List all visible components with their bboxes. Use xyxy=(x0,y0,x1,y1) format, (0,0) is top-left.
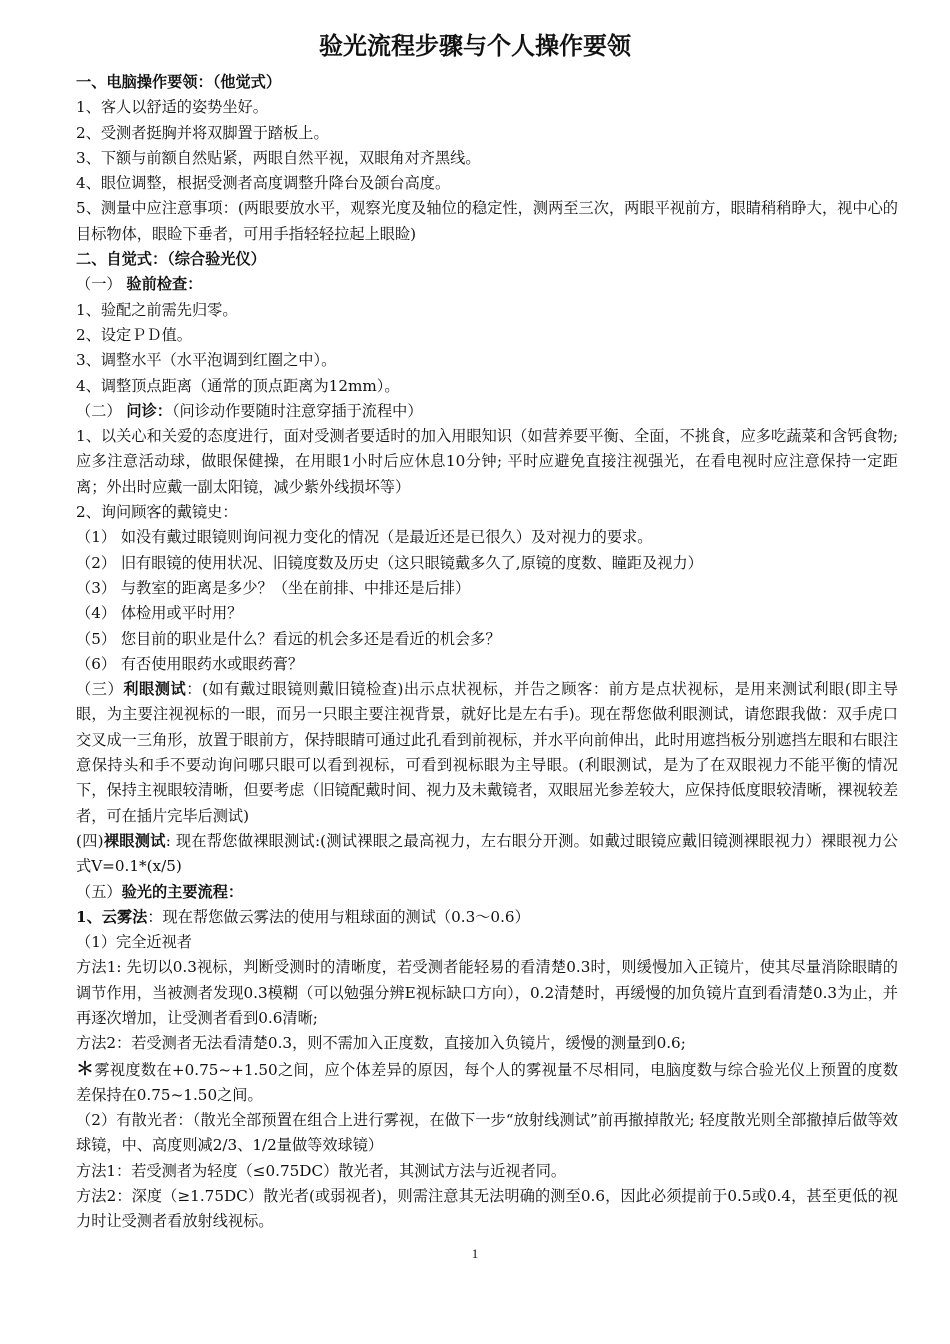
paragraph: 2、受测者挺胸并将双脚置于踏板上。 xyxy=(76,123,329,142)
paragraph: 方法2：若受测者无法看清楚0.3，则不需加入正度数，直接加入负镜片，缓慢的测量到0.6; xyxy=(76,1034,686,1053)
list-item: （1） 如没有戴过眼镜则询问视力变化的情况（是最近还是已很久）及对视力的要求。 xyxy=(76,528,653,547)
paragraph: 1、验配之前需先归零。 xyxy=(76,300,238,319)
paragraph: 方法2：深度（≥1.75DC）散光者(或弱视者)，则需注意其无法明确的测至0.6，因此必须提前于0.5或0.4，甚至更低的视力时让受测者看放射线视标。 xyxy=(76,1187,898,1231)
paragraph: （2）有散光者：（散光全部预置在组合上进行雾视，在做下一步“放射线测试”前再撤掉散光; 轻度散光则全部撤掉后做等效球镜，中、高度则减2/3、1/2量做等效球镜） xyxy=(76,1111,898,1155)
section-heading: 一、电脑操作要领：（他觉式） xyxy=(76,73,282,91)
subsection-heading: （一） 验前检查： xyxy=(76,275,203,294)
list-item: （5） 您目前的职业是什么？看远的机会多还是看近的机会多？ xyxy=(76,629,501,648)
subsection-heading: （五）验光的主要流程： xyxy=(76,882,244,901)
paragraph: 4、眼位调整，根据受测者高度调整升降台及颌台高度。 xyxy=(76,174,451,193)
list-item: （2） 旧有眼镜的使用状况、旧镜度数及历史（这只眼镜戴多久了,原镜的度数、瞳距及视力） xyxy=(76,553,703,572)
page-number: 1 xyxy=(471,1246,479,1261)
paragraph: 5、测量中应注意事项：(两眼要放水平，观察光度及轴位的稳定性，测两至三次，两眼平视前方，眼睛稍稍睁大，视中心的目标物体，眼睑下垂者，可用手指轻轻拉起上眼睑) xyxy=(76,199,898,243)
paragraph: (四)裸眼测试: 现在帮您做裸眼测试:(测试裸眼之最高视力，左右眼分开测。如戴过眼镜应戴旧镜测裸眼视力）裸眼视力公式V=0.1*(x/5) xyxy=(76,831,898,876)
paragraph: 1、客人以舒适的姿势坐好。 xyxy=(76,98,268,117)
paragraph: 2、询问顾客的戴镜史： xyxy=(76,503,238,522)
paragraph: 4、调整顶点距离（通常的顶点距离为12mm）。 xyxy=(76,376,400,395)
paragraph: 2、设定ＰＤ值。 xyxy=(76,325,192,344)
document-title: 验光流程步骤与个人操作要领 xyxy=(319,31,631,60)
document-body xyxy=(76,70,898,1235)
paragraph: 方法1：若受测者为轻度（≤0.75DC）散光者，其测试方法与近视者同。 xyxy=(76,1161,567,1180)
list-item: （3） 与教室的距离是多少？（坐在前排、中排还是后排） xyxy=(76,578,471,597)
paragraph: 3、调整水平（水平泡调到红圈之中）。 xyxy=(76,351,337,370)
section-heading: 二、自觉式：（综合验光仪） xyxy=(76,250,266,269)
subsection-heading: （二） 问诊：（问诊动作要随时注意穿插于流程中） xyxy=(76,401,423,420)
paragraph: 1、以关心和关爱的态度进行，面对受测者要适时的加入用眼知识（如营养要平衡、全面，不挑食，应多吃蔬菜和含钙食物; 应多注意活动球，做眼保健操，在用眼1小时后应休息10分钟; 平时应避免直接注视强光，在看电视时应注意保持一定距离；外出时应戴一副太阳镜，减少紫外线损坏等） xyxy=(76,427,898,496)
list-item: （4） 体检用或平时用？ xyxy=(76,604,243,623)
list-item: （6） 有否使用眼药水或眼药膏？ xyxy=(76,654,304,673)
paragraph: 3、下额与前额自然贴紧，两眼自然平视，双眼角对齐黑线。 xyxy=(76,148,481,167)
star-icon: ＊ xyxy=(76,1058,95,1080)
paragraph: （三）利眼测试：(如有戴过眼镜则戴旧镜检查)出示点状视标，并告之顾客：前方是点状视标，是用来测试利眼(即主导眼，为主要注视视标的一眼，而另一只眼主要注视背景，就好比是左右手)。现在帮您做利眼测试，请您跟我做：双手虎口交叉成一三角形，放置于眼前方，保持眼睛可通过此孔看到前视标，并水平向前伸出，此时用遮挡板分别遮挡左眼和右眼注意保持头和手不要动询问哪只眼可以看到视标，可看到视标眼为主导眼。(利眼测试，是为了在双眼视力不能平衡的情况下，保持主视眼较清晰，但要考虑（旧镜配戴时间、视力及未戴镜者，双眼屈光参差较大，应保持低度眼较清晰，裸视较差者，可在插片完毕后测试) xyxy=(76,680,899,825)
paragraph: 1、云雾法：现在帮您做云雾法的使用与粗球面的测试（0.3～0.6） xyxy=(76,907,530,926)
note-paragraph: ＊雾视度数在+0.75~+1.50之间，应个体差异的原因，每个人的雾视量不尽相同，电脑度数与综合验光仪上预置的度数差保持在0.75~1.50之间。 xyxy=(76,1058,899,1104)
paragraph: 方法1: 先切以0.3视标，判断受测时的清晰度，若受测者能轻易的看清楚0.3时，则缓慢加入正镜片，使其尽量消除眼睛的调节作用，当被测者发现0.3模糊（可以勉强分辨E视标缺口方向），0.2清楚时，再缓慢的加负镜片直到看清楚0.3为止，并再逐次增加，让受测者看到0.6清晰; xyxy=(76,958,898,1027)
paragraph: （1）完全近视者 xyxy=(76,933,192,952)
